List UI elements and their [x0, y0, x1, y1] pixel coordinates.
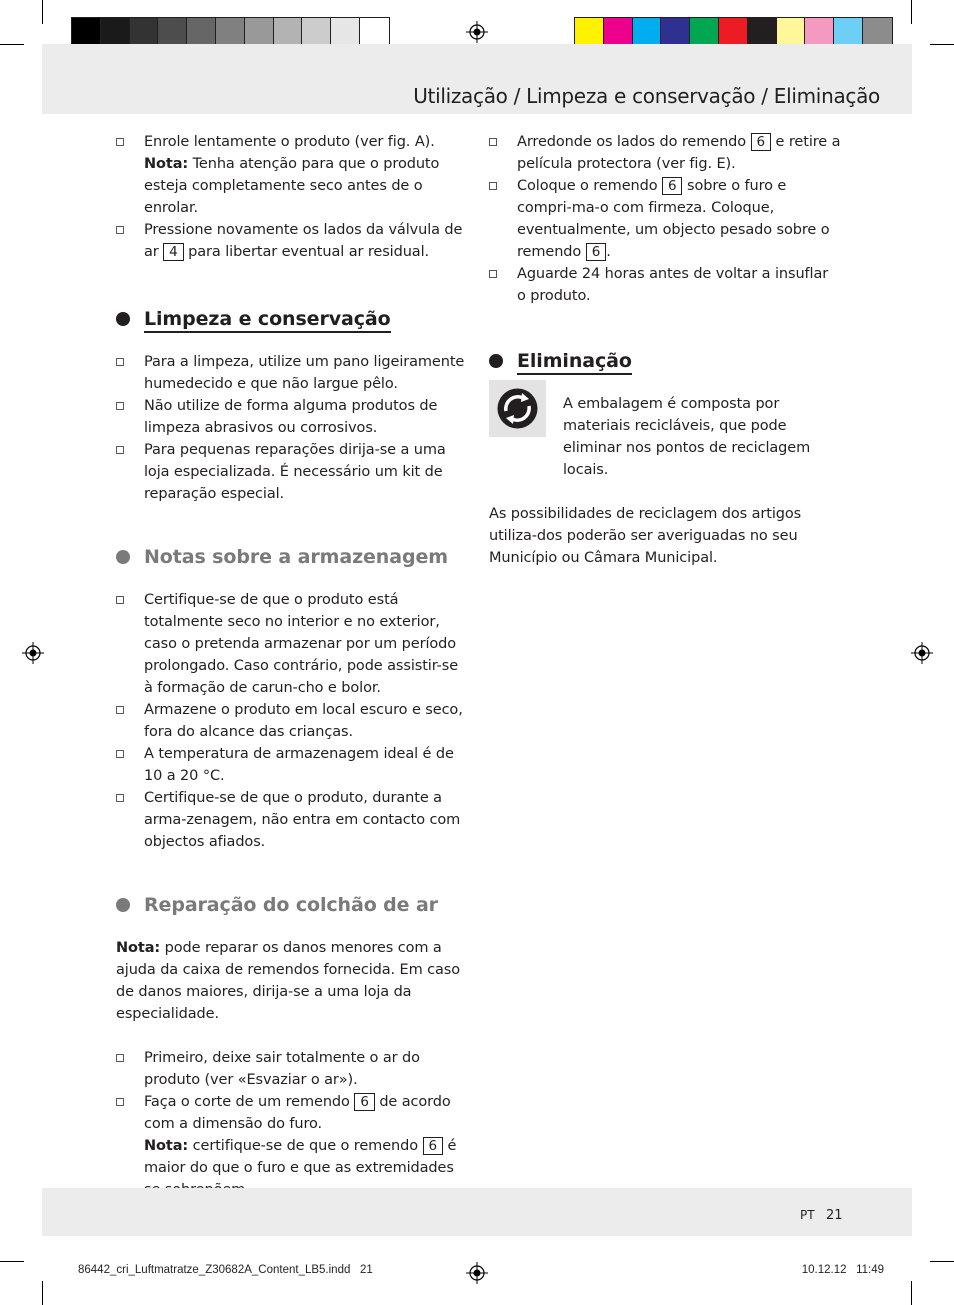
color-swatch — [690, 18, 719, 46]
checkbox-bullet-icon — [116, 358, 124, 366]
checkbox-bullet-icon — [489, 138, 497, 146]
list-item: Certifique-se de que o produto está totalmente seco no interior e no exterior, caso o pretenda armazenar por um período prolongado. Caso contrário, pode assistir-se à formação de carun-cho e bolor. — [116, 589, 468, 699]
color-swatch — [719, 18, 748, 46]
bullet-dot-icon — [116, 898, 130, 912]
color-swatch — [777, 18, 806, 46]
part-reference: 6 — [586, 243, 607, 261]
part-reference: 6 — [354, 1093, 375, 1111]
green-dot-recycle-icon — [489, 380, 546, 437]
checkbox-bullet-icon — [116, 446, 124, 454]
checkbox-bullet-icon — [116, 706, 124, 714]
color-swatch — [863, 18, 892, 46]
color-swatch — [158, 18, 187, 46]
repair-list — [116, 1047, 468, 1201]
checkbox-bullet-icon — [116, 1098, 124, 1106]
right-column — [489, 131, 841, 569]
list-item: Faça o corte de um remendo 6 de acordo com a dimensão do furo. Nota: certifique-se de que o remendo 6 é maior do que o furo e que as extremidades — [116, 1091, 468, 1201]
section-heading-repair: Reparação do colchão de ar — [116, 893, 468, 917]
part-reference: 6 — [423, 1137, 444, 1155]
color-swatch — [748, 18, 777, 46]
list-item: Pressione novamente os lados da válvula de ar 4 para libertar eventual ar residual. — [116, 219, 468, 263]
bullet-dot-icon — [116, 550, 130, 564]
color-swatch — [216, 18, 245, 46]
list-item: Enrole lentamente o produto (ver fig. A). Nota: Tenha atenção para que o produto esteja completamente seco antes de o enrolar. — [116, 131, 468, 219]
section-heading-disposal: Eliminação — [489, 349, 841, 373]
part-reference: 6 — [751, 133, 772, 151]
process-color-bar — [574, 17, 893, 47]
bullet-dot-icon — [489, 354, 503, 368]
checkbox-bullet-icon — [116, 750, 124, 758]
crop-mark — [911, 0, 912, 24]
footer-band — [42, 1188, 912, 1236]
registration-mark-icon — [22, 642, 44, 664]
color-swatch — [633, 18, 662, 46]
color-swatch — [604, 18, 633, 46]
registration-mark-icon — [466, 1262, 488, 1284]
color-swatch — [360, 18, 389, 46]
date-slug: 10.12.12 11:49 — [801, 1264, 884, 1276]
repair-note: Nota: pode reparar os danos menores com a ajuda da caixa de remendos fornecida. Em caso de danos maiores, dirija-se a uma loja da especialidade. — [116, 940, 461, 1022]
list-item: Aguarde 24 horas antes de voltar a insuflar o produto. — [489, 263, 841, 307]
checkbox-bullet-icon — [489, 182, 497, 190]
list-item: Para a limpeza, utilize um pano ligeiramente humedecido e que não largue pêlo. — [116, 351, 468, 395]
bullet-dot-icon — [116, 312, 130, 326]
color-swatch — [834, 18, 863, 46]
checkbox-bullet-icon — [116, 402, 124, 410]
checkbox-bullet-icon — [116, 1054, 124, 1062]
file-slug: 86442_cri_Luftmatratze_Z30682A_Content_LB5.indd 21 — [78, 1264, 373, 1276]
storage-list — [116, 589, 468, 853]
crop-mark — [42, 1281, 43, 1305]
checkbox-bullet-icon — [489, 270, 497, 278]
crop-mark — [0, 44, 24, 45]
color-swatch — [101, 18, 130, 46]
crop-mark — [911, 1281, 912, 1305]
color-swatch — [661, 18, 690, 46]
page-number: 21 — [826, 1208, 843, 1223]
list-item: A temperatura de armazenagem ideal é de 10 a 20 °C. — [116, 743, 468, 787]
checkbox-bullet-icon — [116, 596, 124, 604]
grey-color-bar — [71, 17, 390, 47]
color-swatch — [274, 18, 303, 46]
crop-mark — [930, 44, 954, 45]
page-title: Utilização / Limpeza e conservação / Eliminação — [413, 84, 880, 108]
crop-mark — [42, 0, 43, 24]
color-swatch — [130, 18, 159, 46]
registration-mark-icon — [466, 21, 488, 43]
language-code: PT — [800, 1208, 815, 1222]
crop-mark — [0, 1261, 24, 1262]
part-reference: 6 — [662, 177, 683, 195]
color-swatch — [187, 18, 216, 46]
checkbox-bullet-icon — [116, 226, 124, 234]
cleaning-list — [116, 351, 468, 505]
part-reference: 4 — [163, 243, 184, 261]
packaging-text: A embalagem é composta por materiais recicláveis, que pode eliminar nos pontos de reciclagem locais. — [563, 396, 811, 478]
section-heading-cleaning: Limpeza e conservação — [116, 307, 468, 331]
list-item: Arredonde os lados do remendo 6 e retire a película protectora (ver fig. E). — [489, 131, 841, 175]
section-heading-storage: Notas sobre a armazenagem — [116, 545, 468, 569]
left-column — [116, 131, 468, 1201]
color-swatch — [302, 18, 331, 46]
list-item: Coloque o remendo 6 sobre o furo e compri-ma-o com firmeza. Coloque, eventualmente, um objecto pesado sobre o remendo 6 . — [489, 175, 841, 263]
color-swatch — [245, 18, 274, 46]
color-swatch — [72, 18, 101, 46]
color-swatch — [575, 18, 604, 46]
registration-mark-icon — [911, 642, 933, 664]
color-swatch — [331, 18, 360, 46]
list-item: Primeiro, deixe sair totalmente o ar do produto (ver «Esvaziar o ar»). — [116, 1047, 468, 1091]
color-swatch — [805, 18, 834, 46]
crop-mark — [930, 1261, 954, 1262]
list-item: Para pequenas reparações dirija-se a uma loja especializada. É necessário um kit de reparação especial. — [116, 439, 468, 505]
checkbox-bullet-icon — [116, 138, 124, 146]
list-item: Não utilize de forma alguma produtos de limpeza abrasivos ou corrosivos. — [116, 395, 468, 439]
checkbox-bullet-icon — [116, 794, 124, 802]
list-item: Armazene o produto em local escuro e seco, fora do alcance das crianças. — [116, 699, 468, 743]
disposal-paragraph: As possibilidades de reciclagem dos artigos utiliza-dos poderão ser averiguadas no seu Município ou Câmara Municipal. — [489, 506, 802, 566]
list-item: Certifique-se de que o produto, durante a arma-zenagem, não entra em contacto com objectos afiados. — [116, 787, 468, 853]
